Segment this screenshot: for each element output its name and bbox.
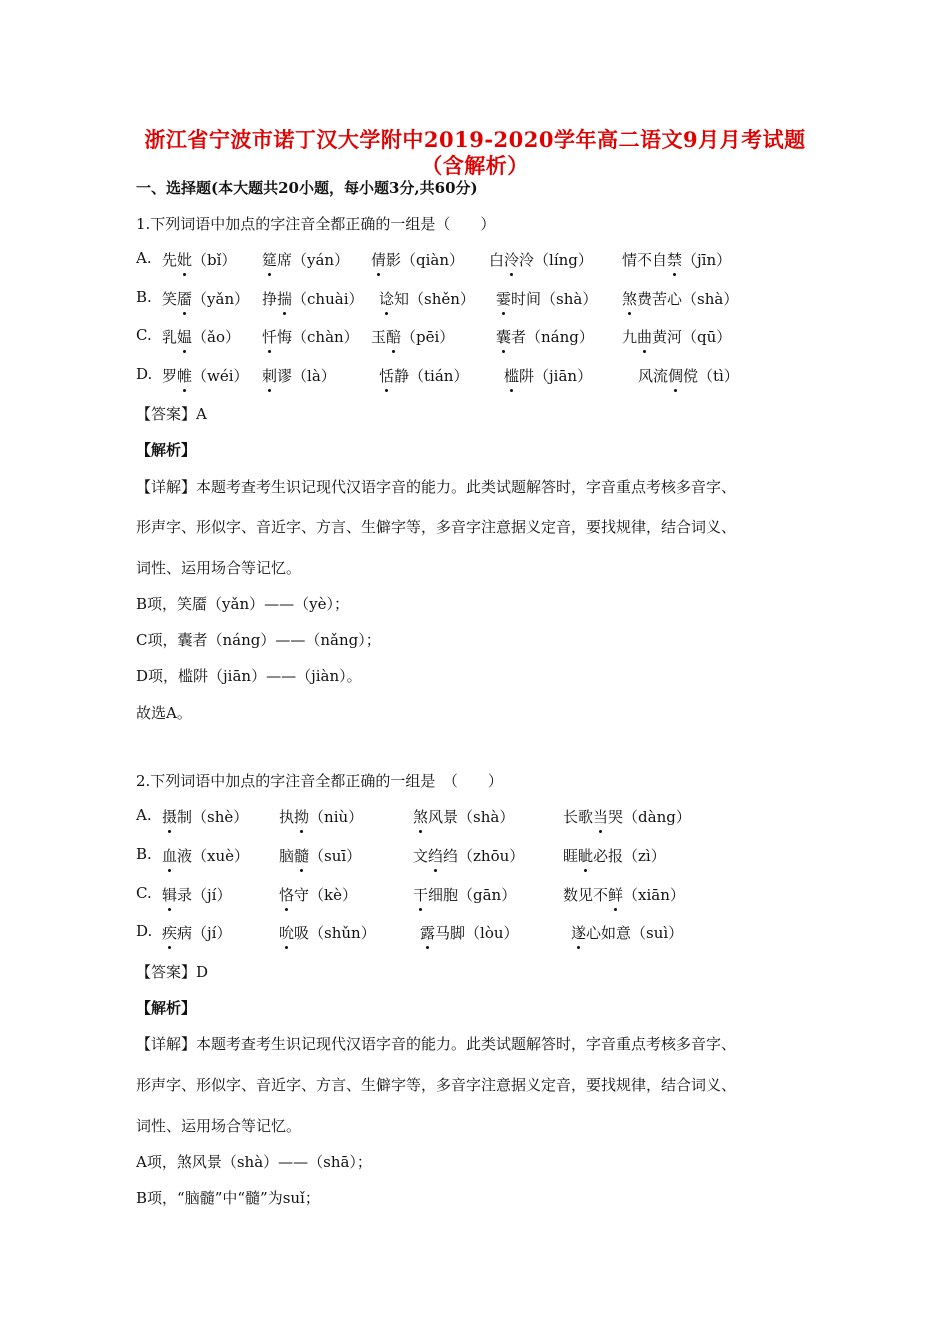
option-item [371,326,454,347]
option-item [489,249,593,270]
question-2-detail-line-3: 词性、运用场合等记忆。 [136,1117,302,1135]
emphasis-dot-char: 当 [593,808,609,826]
item-pinyin: 吸（shǔn） [294,924,376,942]
item-pinyin: 病（jí） [177,924,232,942]
document-subtitle: （含解析） [421,153,529,178]
emphasis-dot-char: 筵 [262,251,278,269]
item-pinyin: 时间（shà） [511,290,598,308]
question-1-note-d: D项，槛阱（jiān）——（jiàn）。 [136,667,362,685]
emphasis-dot-char: 鲜 [608,886,624,904]
question-1-note-c: C项，囊者（náng）——（nǎng）； [136,631,381,649]
item-prefix: 玉 [371,328,387,346]
item-pinyin: 泠（líng） [519,251,593,269]
question-1-detail-line-3: 词性、运用场合等记忆。 [136,559,302,577]
emphasis-dot-char: 倜 [668,367,684,385]
item-pinyin: 细胞（gān） [428,886,517,904]
option-item [563,806,691,827]
option-item [413,806,514,827]
question-1-detail-line-1: 【详解】本题考查考生识记现代汉语字音的能力。此类试题解答时，字音重点考核多音字、 [136,478,737,496]
emphasis-dot-char: 靥 [177,290,193,308]
option-item [379,288,475,309]
question-2-detail-line-1: 【详解】本题考查考生识记现代汉语字音的能力。此类试题解答时，字音重点考核多音字、 [136,1035,737,1053]
item-prefix: 睚 [563,847,579,865]
emphasis-dot-char: 绉 [428,847,444,865]
item-prefix: 九 [622,328,638,346]
option-letter: D. [136,922,153,940]
emphasis-dot-char: 恪 [279,886,295,904]
option-letter: A. [136,806,152,824]
item-prefix: 笑 [162,290,178,308]
option-item [279,922,376,943]
option-letter: A. [136,249,152,267]
option-item [279,884,357,905]
option-item [379,365,468,386]
item-pinyin: 费苦心（shà） [637,290,739,308]
question-2-answer: 【答案】D [136,963,209,981]
option-letter: C. [136,884,152,902]
option-item [622,249,731,270]
item-pinyin: （yǎn） [192,290,250,308]
option-item [262,365,336,386]
item-pinyin: （jīn） [682,251,732,269]
option-item [496,326,594,347]
emphasis-dot-char: 倩 [371,251,387,269]
option-item [563,884,685,905]
option-letter: B. [136,845,152,863]
option-item [504,365,592,386]
emphasis-dot-char: 吮 [279,924,295,942]
emphasis-dot-char: 媪 [177,328,193,346]
question-2-note-a: A项，煞风景（shà）——（shā）； [136,1153,372,1171]
question-2-analysis-label: 【解析】 [136,999,197,1017]
emphasis-dot-char: 髓 [294,847,310,865]
item-pinyin: （xiān） [623,886,685,904]
item-pinyin: 绉（zhōu） [443,847,525,865]
item-prefix: 乳 [162,328,178,346]
option-item [162,922,231,943]
question-1-conclusion: 故选A。 [136,704,192,722]
option-item [262,326,359,347]
option-item [162,845,249,866]
item-pinyin: 心如意（suì） [586,924,684,942]
option-item [279,845,361,866]
emphasis-dot-char: 禁 [667,251,683,269]
option-item [279,806,363,827]
emphasis-dot-char: 摄 [162,808,178,826]
item-pinyin: 液（xuè） [177,847,250,865]
emphasis-dot-char: 泠 [504,251,520,269]
question-2-stem: 2.下列词语中加点的字注音全都正确的一组是 （ ） [136,772,503,790]
item-prefix: 情不自 [622,251,668,269]
option-item [262,249,349,270]
item-pinyin: 者（náng） [511,328,594,346]
item-prefix: 执 [279,808,295,826]
option-item [162,884,231,905]
option-item [162,806,248,827]
emphasis-dot-char: 帷 [177,367,193,385]
emphasis-dot-char: 煞 [413,808,429,826]
emphasis-dot-char: 霎 [496,290,512,308]
item-pinyin: 录（jí） [177,886,232,904]
emphasis-dot-char: 囊 [496,328,512,346]
item-pinyin: （ǎo） [192,328,241,346]
document-title: 浙江省宁波市诺丁汉大学附中2019-2020学年高二语文9月月考试题 [144,127,806,152]
option-item [420,922,519,943]
item-pinyin: 阱（jiān） [519,367,593,385]
emphasis-dot-char: 刺 [262,367,278,385]
item-prefix: 风流 [638,367,669,385]
item-pinyin: （bǐ） [192,251,237,269]
option-item [162,249,236,270]
question-2-note-b: B项，“脑髓”中“髓”为suǐ； [136,1189,320,1207]
option-item [622,326,731,347]
item-prefix: 先 [162,251,178,269]
question-1-analysis-label: 【解析】 [136,441,197,459]
emphasis-dot-char: 露 [420,924,436,942]
question-1-detail-line-2: 形声字、形似字、音近字、方言、生僻字等，多音字注意据义定音，要找规律，结合词义、 [136,518,737,536]
item-pinyin: 制（shè） [177,808,249,826]
option-item [563,845,666,866]
emphasis-dot-char: 遂 [571,924,587,942]
section-heading: 一、选择题(本大题共20小题，每小题3分,共60分) [136,179,478,197]
option-letter: B. [136,288,152,306]
item-pinyin: 风景（shà） [428,808,515,826]
item-pinyin: （pēi） [401,328,455,346]
question-1-answer: 【答案】A [136,405,207,423]
option-item [413,845,524,866]
item-prefix: 文 [413,847,429,865]
option-item [638,365,739,386]
item-prefix: 白 [489,251,505,269]
emphasis-dot-char: 醅 [386,328,402,346]
option-item [496,288,597,309]
emphasis-dot-char: 血 [162,847,178,865]
option-item [162,326,240,347]
item-pinyin: （chuài） [292,290,364,308]
item-pinyin: 守（kè） [294,886,357,904]
item-pinyin: （suī） [309,847,362,865]
item-pinyin: 必报（zì） [593,847,666,865]
item-pinyin: 悔（chàn） [277,328,359,346]
item-pinyin: 傥（tì） [683,367,739,385]
item-prefix: 长歌 [563,808,594,826]
option-item [371,249,464,270]
emphasis-dot-char: 谂 [379,290,395,308]
item-prefix: 挣 [262,290,278,308]
item-pinyin: 黄河（qū） [652,328,732,346]
option-item [571,922,683,943]
item-prefix: 脑 [279,847,295,865]
emphasis-dot-char: 拗 [294,808,310,826]
option-item [162,365,249,386]
item-prefix: 数见不 [563,886,609,904]
option-item [162,288,249,309]
item-pinyin: 知（shěn） [394,290,475,308]
option-letter: D. [136,365,153,383]
option-item [413,884,516,905]
item-pinyin: 静（tián） [394,367,469,385]
emphasis-dot-char: 忏 [262,328,278,346]
emphasis-dot-char: 揣 [277,290,293,308]
item-pinyin: 马脚（lòu） [435,924,519,942]
question-2-detail-line-2: 形声字、形似字、音近字、方言、生僻字等，多音字注意据义定音，要找规律，结合词义、 [136,1076,737,1094]
emphasis-dot-char: 煞 [622,290,638,308]
option-item [622,288,738,309]
item-pinyin: 影（qiàn） [386,251,465,269]
option-letter: C. [136,326,152,344]
emphasis-dot-char: 槛 [504,367,520,385]
item-pinyin: 席（yán） [277,251,350,269]
item-prefix: 罗 [162,367,178,385]
emphasis-dot-char: 妣 [177,251,193,269]
emphasis-dot-char: 干 [413,886,429,904]
option-item [262,288,364,309]
item-pinyin: （wéi） [192,367,249,385]
emphasis-dot-char: 恬 [379,367,395,385]
question-1-stem: 1.下列词语中加点的字注音全都正确的一组是（ ） [136,215,496,233]
item-pinyin: 哭（dàng） [608,808,691,826]
emphasis-dot-char: 辑 [162,886,178,904]
question-1-note-b: B项，笑靥（yǎn）——（yè）； [136,595,349,613]
item-pinyin: 谬（là） [277,367,336,385]
emphasis-dot-char: 疾 [162,924,178,942]
emphasis-dot-char: 眦 [578,847,594,865]
emphasis-dot-char: 曲 [637,328,653,346]
item-pinyin: （niù） [309,808,364,826]
